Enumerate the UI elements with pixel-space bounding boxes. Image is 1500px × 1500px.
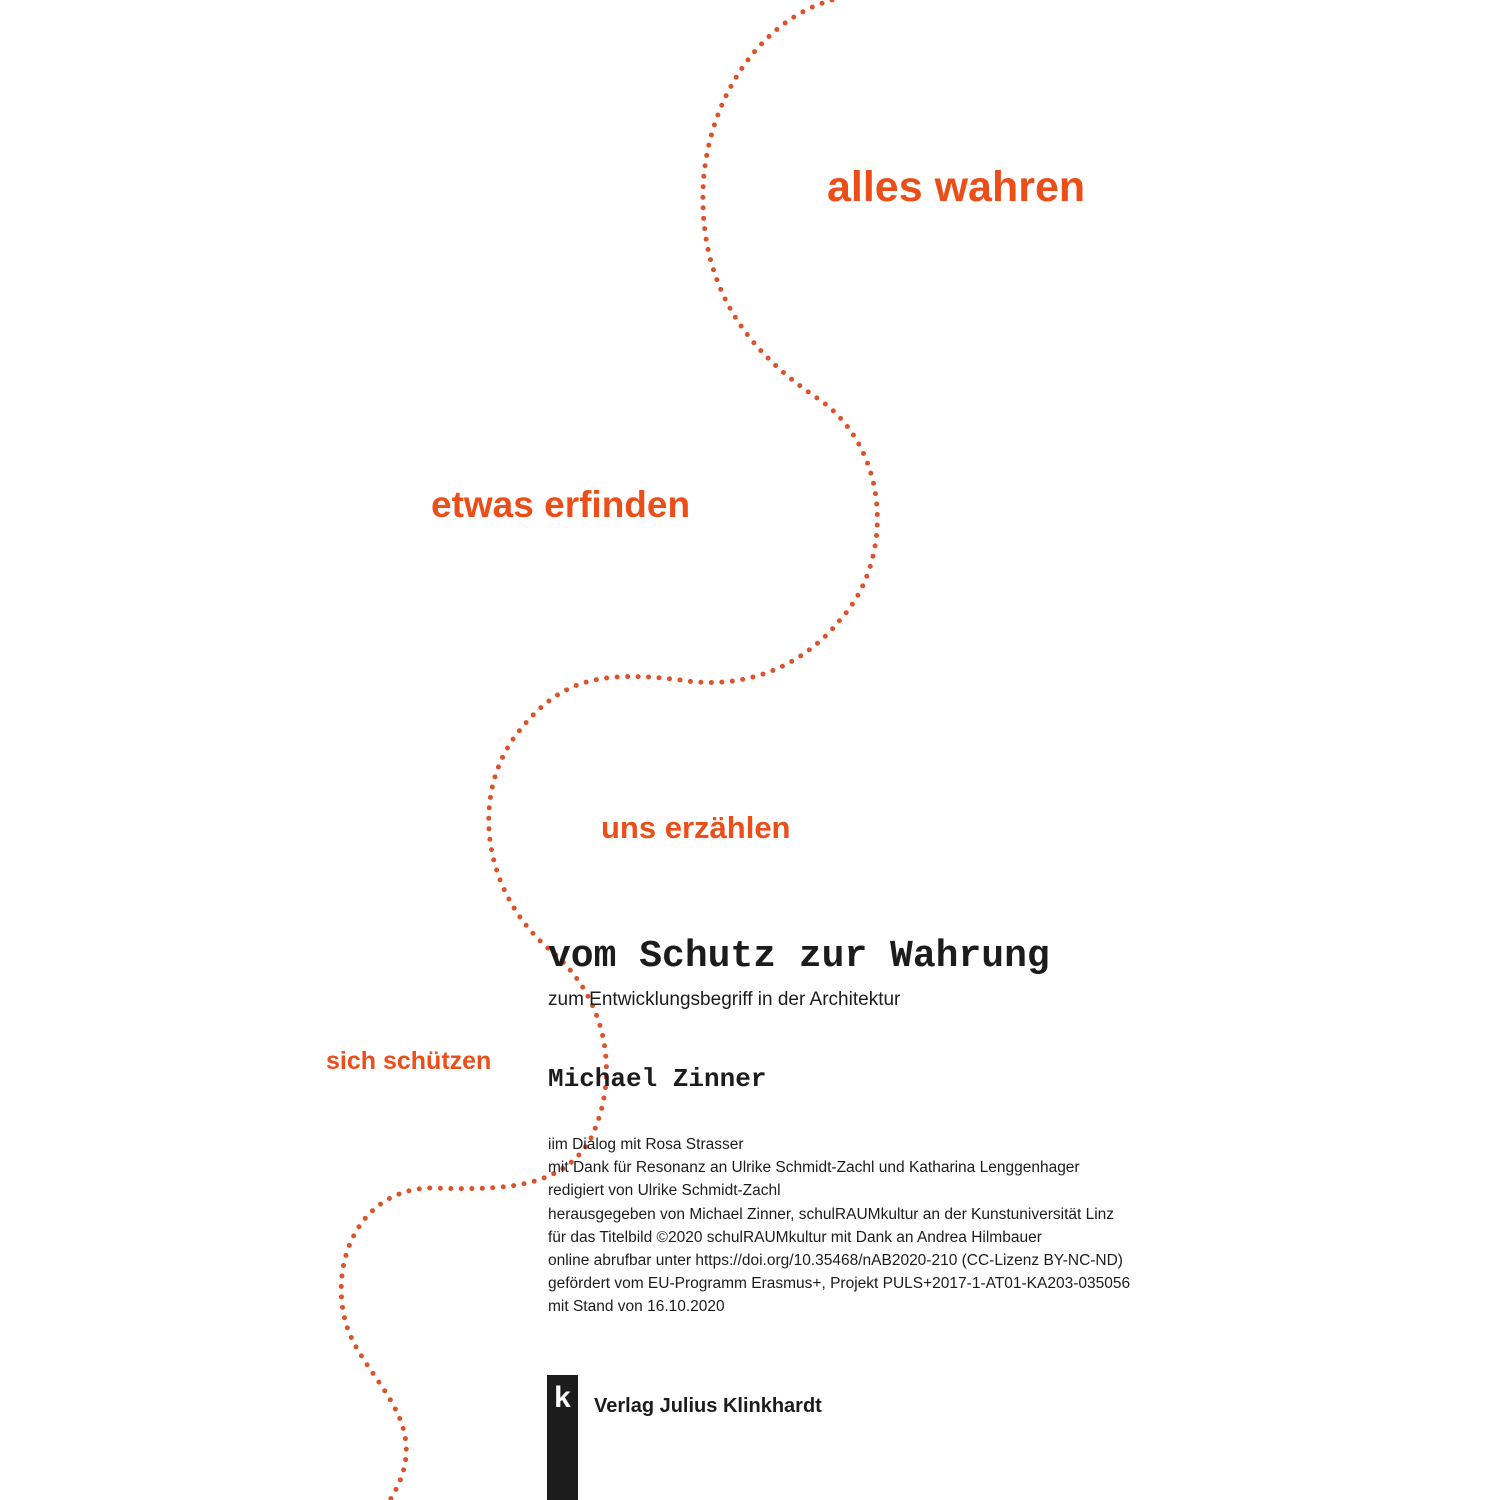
credit-line: redigiert von Ulrike Schmidt-Zachl [548,1182,781,1200]
credit-line: online abrufbar unter https://doi.org/10.35468/nAB2020-210 (CC-Lizenz BY-NC-ND) [548,1252,1123,1270]
verb-alles-wahren: alles wahren [827,163,1086,211]
publisher-logo-letter: k [554,1381,571,1414]
verb-uns-erzaehlen: uns erzählen [601,810,791,845]
author-name: Michael Zinner [548,1064,767,1094]
credit-line: mit Stand von 16.10.2020 [548,1298,725,1316]
credits-list [548,1133,1130,1319]
publisher-logo [547,1375,578,1500]
verb-sich-schuetzen: sich schützen [326,1047,492,1075]
book-subtitle: zum Entwicklungsbegriff in der Architektur [548,989,901,1010]
book-title: vom Schutz zur Wahrung [548,935,1050,978]
credit-line: iim Dialog mit Rosa Strasser [548,1136,744,1153]
credit-line: herausgegeben von Michael Zinner, schulRAUMkultur an der Kunstuniversität Linz [548,1205,1115,1223]
credit-line: für das Titelbild ©2020 schulRAUMkultur mit Dank an Andrea Hilmbauer [548,1228,1042,1246]
credit-line: gefördert vom EU-Programm Erasmus+, Projekt PULS+2017-1-AT01-KA203-035056 [548,1275,1131,1293]
publisher-name: Verlag Julius Klinkhardt [594,1395,822,1417]
credit-line: mit Dank für Resonanz an Ulrike Schmidt-Zachl und Katharina Lenggenhager [548,1159,1080,1177]
verb-etwas-erfinden: etwas erfinden [431,484,691,525]
